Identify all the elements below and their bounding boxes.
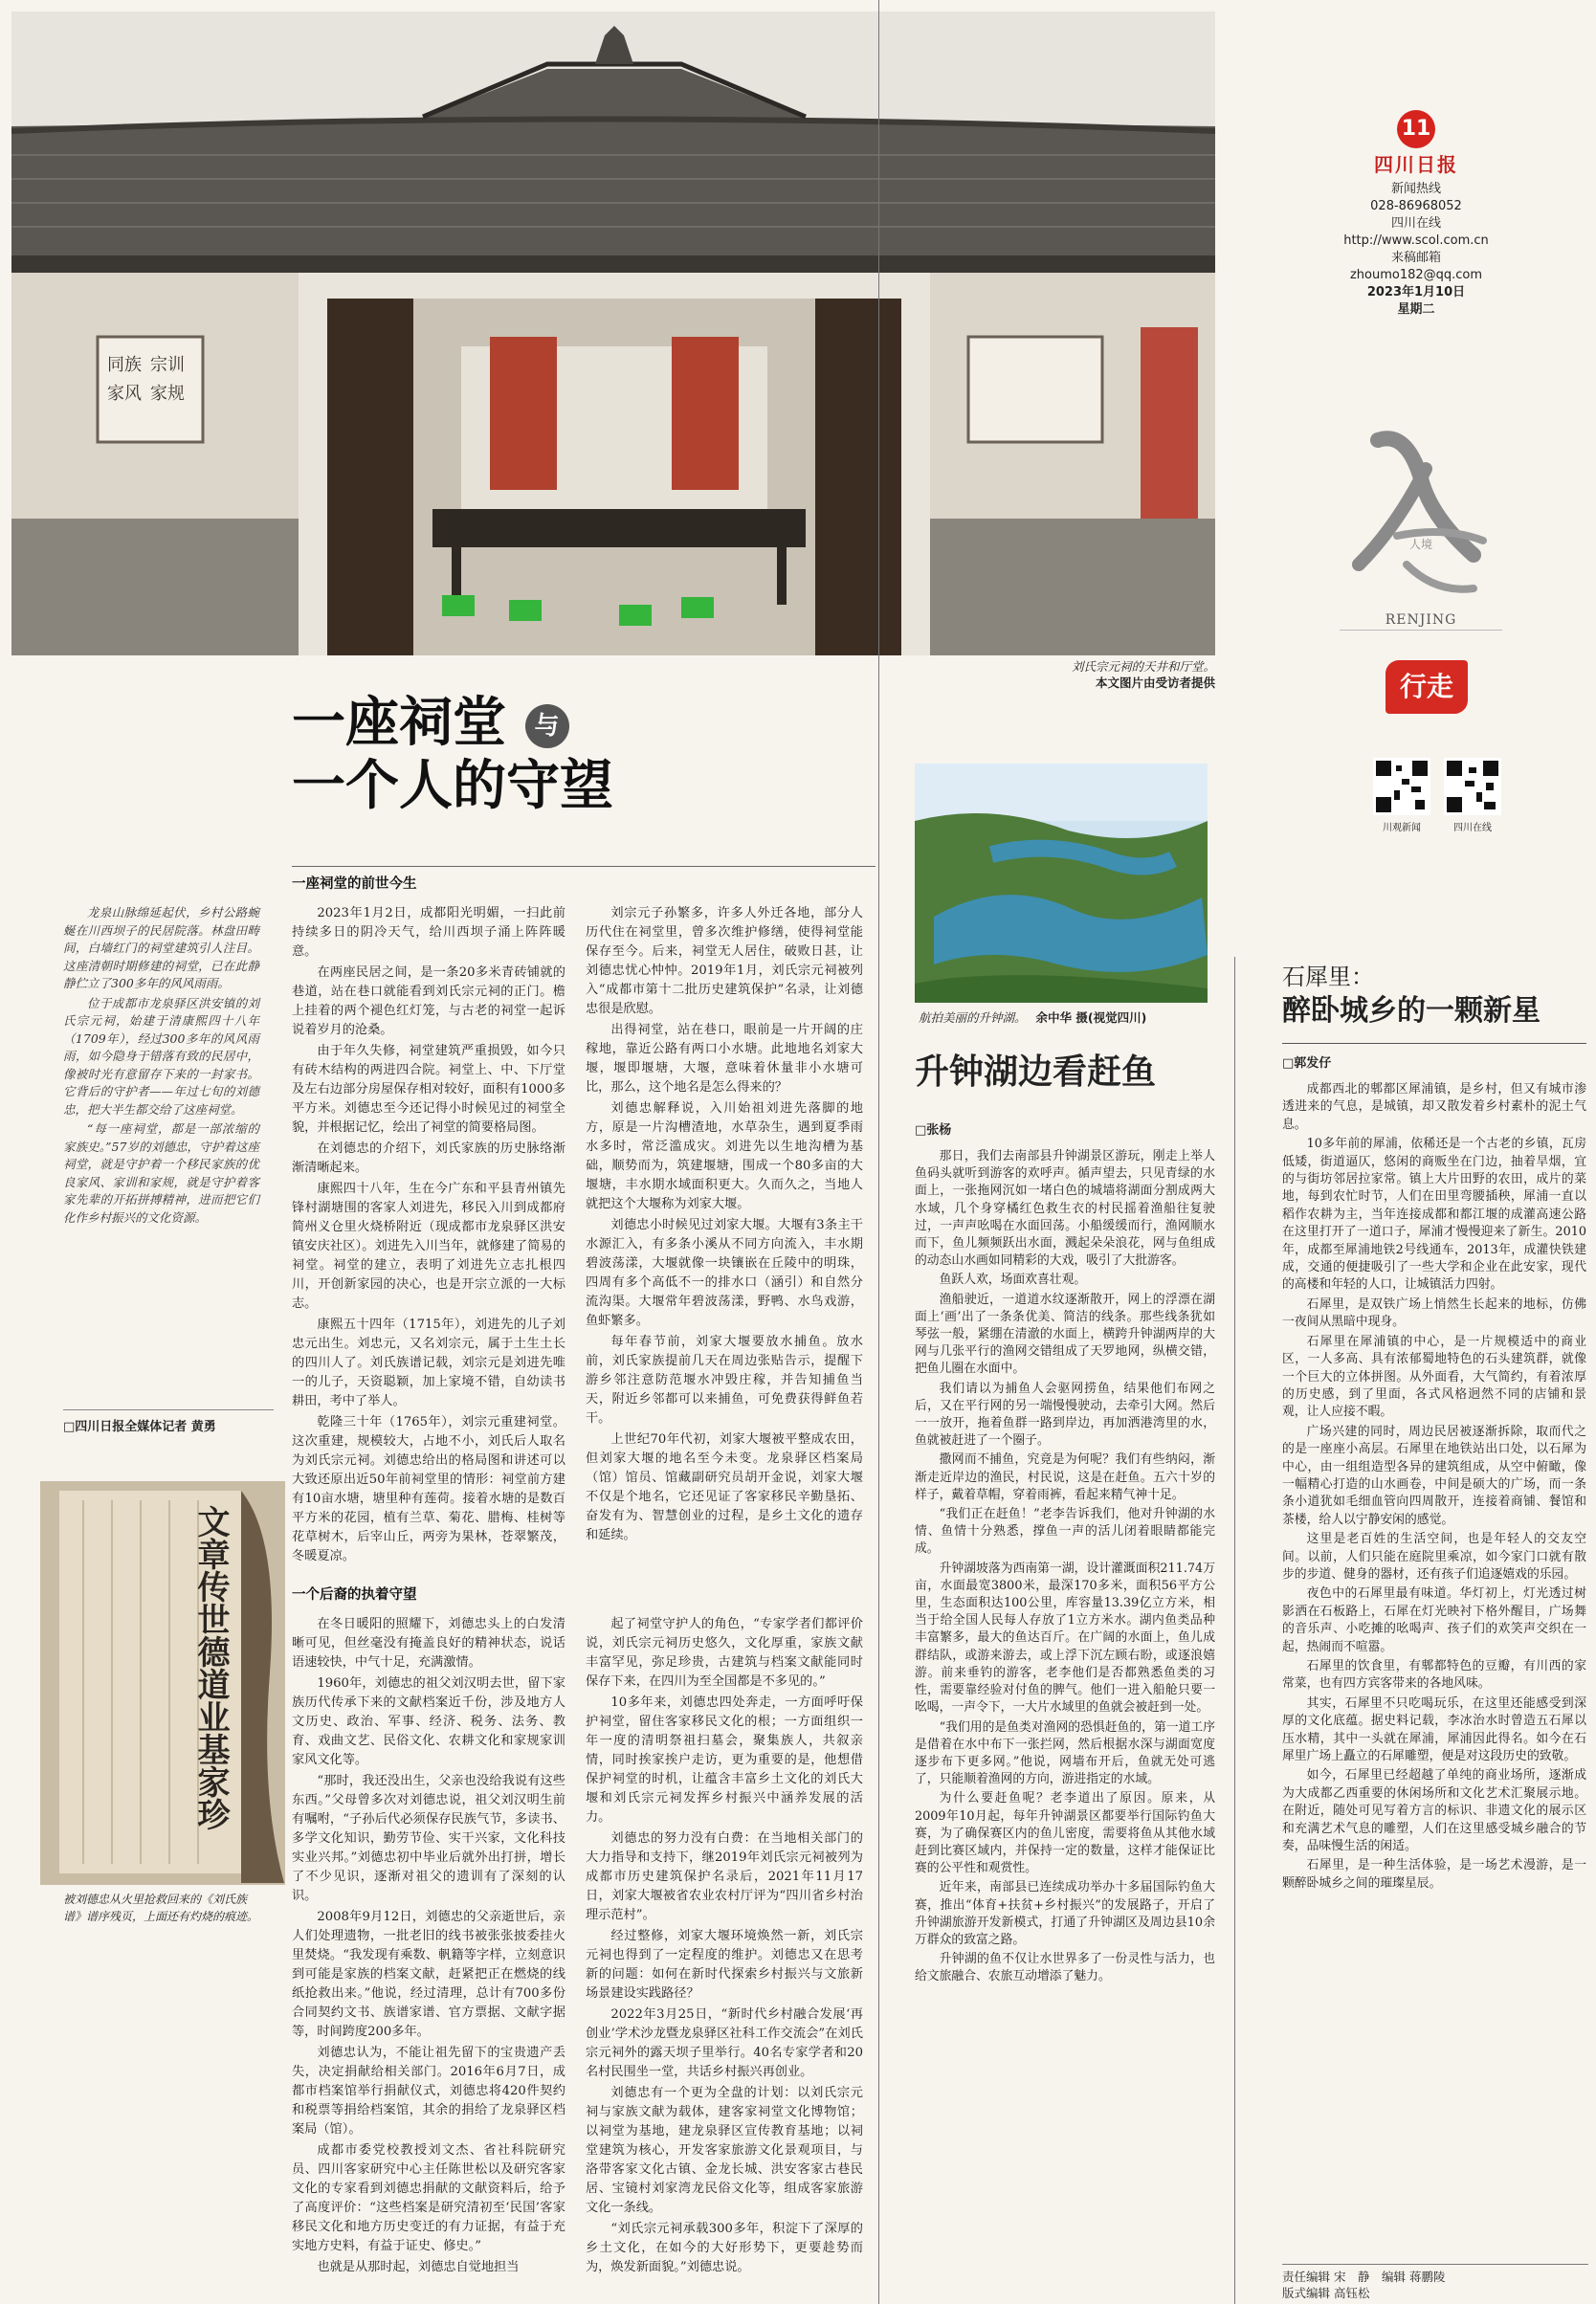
photo-credit: 本文图片由受访者提供 (1095, 676, 1215, 690)
section-pinyin: RENJING (1340, 612, 1502, 631)
issue-weekday: 星期二 (1397, 302, 1435, 317)
title-connector: 与 (525, 704, 569, 748)
paragraph: 石犀里，是一种生活体验，是一场艺术漫游，是一颗醉卧城乡之间的璀璨星辰。 (1282, 1858, 1586, 1891)
section-calligraphy (1340, 411, 1502, 603)
paragraph: 康熙四十八年，生在今广东和平县青州镇先锋村湖塘围的客家人刘进先，移民入川到成都府简州义仓里火烧桥附近（现成都市龙泉驿区洪安镇安庆社区）。刘进先入川当年，就修建了简易的祠堂。祠堂的建立，表明了刘进先立志扎根四川，开创新家园的决心，也是开宗立派的一大标志。 (292, 1182, 565, 1311)
paragraph: “刘氏宗元祠承载300多年，积淀下了深厚的乡土文化，在如今的大好形势下，更要趁势而为，焕发新面貌。”刘德忠说。 (586, 2222, 863, 2274)
svg-text:家风: 家风 (107, 384, 142, 404)
column-divider (878, 0, 879, 2304)
paragraph: “我们正在赶鱼！”老李告诉我们，他对升钟湖的水情、鱼情十分熟悉，撑鱼一声的活儿闭着眼睛都能完成。 (915, 1507, 1215, 1557)
photo-lake (915, 764, 1208, 1003)
paragraph: 近年来，南部县已连续成功举办十多届国际钓鱼大赛，推出“体育+扶贫+乡村振兴”的发展路子，开启了升钟湖旅游开发新模式，打通了升钟湖区及周边县10余万群众的致富之路。 (915, 1880, 1215, 1947)
paragraph: 刘宗元子孙繁多，许多人外迁各地，部分人历代住在祠堂里，曾多次维护修缮，使得祠堂能保存至今。后来，祠堂无人居住，破败日甚，让刘德忠忧心忡忡。2019年1月，刘氏宗元祠被列入“成都市第十二批历史建筑保护”名录，让刘德忠很是欣慰。 (586, 906, 863, 1016)
lead-paragraph: 龙泉山脉绵延起伏，乡村公路蜿蜒在川西坝子的民居院落。林盘田畴间，白墙红门的祠堂建筑引人注目。这座清朝时期修建的祠堂，已在此静静伫立了300多年的风风雨雨。 (63, 905, 259, 990)
qr2-label: 四川在线 (1453, 823, 1492, 833)
column-tag (1385, 660, 1468, 714)
title-line1: 一座祠堂 (292, 691, 506, 754)
paragraph: 1960年，刘德忠的祖父刘汉明去世，留下家族历代传承下来的文献档案近千份，涉及地方人文历史、政治、军事、经济、税务、法务、教育、戏曲文艺、民俗文化、农耕文化和家规家训家风文化等。 (292, 1676, 565, 1767)
qr-codes (1373, 758, 1526, 833)
paper-name: 四川日报 (1374, 153, 1458, 176)
paragraph: 康熙五十四年（1715年），刘进先的儿子刘忠元出生。刘忠元，又名刘宗元，属于土生土长的四川人了。刘氏族谱记载，刘宗元是刘进先唯一的儿子，天资聪颖，加上家境不错，自幼读书耕田，考中了举人。 (292, 1318, 565, 1408)
editor-line: 责任编辑 宋 静 编辑 蒋鹏陵 (1282, 2270, 1446, 2284)
paragraph: 那日，我们去南部县升钟湖景区游玩，刚走上举人鱼码头就听到游客的欢呼声。循声望去，只见青绿的水面上，一张拖网沉如一堵白色的城墙将湖面分割成两大水域，几个身穿橘红色救生衣的村民摇着渔船往复驶过，一声声吆喝在水面回荡。小船缓缓而行，渔网顺水而下，鱼儿频频跃出水面，溅起朵朵浪花，网与鱼组成的动态山水画如同精彩的大戏，吸引了大批游客。 (915, 1149, 1215, 1269)
paragraph: 升钟湖的鱼不仅让水世界多了一份灵性与活力，也给文旅融合、农旅互动增添了魅力。 (915, 1952, 1215, 1984)
article1-col2 (586, 904, 863, 1547)
caption-text: 刘氏宗元祠的天井和厅堂。 (1071, 659, 1215, 674)
editor-line: 版式编辑 高钰松 (1282, 2286, 1370, 2300)
paragraph: 我们请以为捕鱼人会驱网捞鱼，结果他们布网之后，又在平行网的另一端慢慢驶动，去牵引大网。然后一一放开，拖着鱼群一路到岸边，再加洒港湾里的水，鱼就被赶进了一个圈子。 (915, 1381, 1215, 1449)
paragraph: 这里是老百姓的生活空间，也是年轻人的交友空间。以前，人们只能在庭院里乘凉，如今家门口就有散步的步道、健身的器材，还有孩子们追逐嬉戏的乐园。 (1282, 1532, 1586, 1582)
column-tag-text: 行走 (1399, 671, 1453, 702)
paragraph: 石犀里的饮食里，有郫都特色的豆瓣，有川西的家常菜，也有四方宾客带来的各地风味。 (1282, 1659, 1586, 1692)
article3-headline: 醉卧城乡的一颗新星 (1282, 994, 1541, 1028)
section-heading: 一座祠堂的前世今生 (292, 876, 417, 892)
paragraph: 广场兴建的同时，周边民居被逐渐拆除，取而代之的是一座座小高层。石犀里在地铁站出口处，以石犀为中心，由一组组造型各异的建筑组成，从空中俯瞰，像一幅精心打造的山水画卷，中间是硕大的广场，而一条条小道犹如毛细血管向四周散开，连接着商铺、餐馆和茶楼，给人以宁静安闲的感觉。 (1282, 1424, 1586, 1527)
mail-label: 来稿邮箱 (1390, 251, 1441, 265)
document-calligraphy: 文章传世德道业基家珍 (191, 1505, 230, 1830)
article3-byline: □郭发仔 (1282, 1056, 1332, 1071)
page-number-badge: 11 (1397, 110, 1435, 148)
article2-byline: □张杨 (915, 1123, 952, 1138)
paragraph: 也就是从那时起，刘德忠自觉地担当 (317, 2260, 520, 2274)
section-name-cn: 人境 (1408, 538, 1432, 551)
paragraph: 升钟湖坡落为西南第一湖，设计灌溉面积211.74万亩，水面最宽3800米，最深170多米，面积56平方公里，生态面积达100公里，库容量13.39亿立方米，相当于给全国人民每人存放了1立方米水。湖内鱼类品种丰富繁多，最大的鱼达百斤。在广阔的水面上，鱼儿成群结队，或游来游去，或上浮下沉左顾右盼，或逐浪嬉游。前来垂钓的游客，老李他们是否都熟悉鱼类的习性，需要靠经验对付鱼的脾气。他们一进入船舱只要一吆喝，一声令下，一大片水域里的鱼就会被赶到一处。 (915, 1561, 1215, 1716)
paragraph: 刘德忠的努力没有白费：在当地相关部门的大力指导和支持下，继2019年刘氏宗元祠被列为成都市历史建筑保护名录后，2021年11月17日，刘家大堰被省农业农村厅评为“四川省乡村治理示范村”。 (586, 1831, 863, 1922)
article1-byline: □四川日报全媒体记者 黄勇 (63, 1409, 274, 1434)
paragraph: 经过整修，刘家大堰环境焕然一新，刘氏宗元祠也得到了一定程度的维护。刘德忠又在思考新的问题：如何在新时代探索乡村振兴与文旅新场景建设实践路径？ (586, 1929, 863, 2001)
lead-paragraph: 位于成都市龙泉驿区洪安镇的刘氏宗元祠，始建于清康熙四十八年（1709年），经过300多年的风风雨雨，如今隐身于错落有致的民居中，像被时光有意留存下来的一封家书。它背后的守护者——年过七旬的刘德忠，把大半生都交给了这座祠堂。 (63, 995, 259, 1117)
paragraph: 起了祠堂守护人的角色，“专家学者们都评价说，刘氏宗元祠历史悠久，文化厚重，家族文献丰富罕见，弥足珍贵，古建筑与档案文献能同时保存下来，在四川为至全国都是不多见的。” (586, 1617, 863, 1689)
lake-aerial-illustration (915, 764, 1208, 1003)
column-divider (1234, 957, 1235, 2304)
paragraph: 出得祠堂，站在巷口，眼前是一片开阔的庄稼地，靠近公路有两口小水塘。此地地名刘家大堰，堰即堰塘，大堰，意味着休量非小水塘可比，那么，这个地名是怎么得来的？ (586, 1023, 863, 1095)
photo-lake-caption (919, 1008, 1215, 1026)
article2-title: 升钟湖边看赶鱼 (915, 1052, 1157, 1092)
plaque-text: 同族 (107, 355, 142, 375)
article1-col3 (292, 1615, 565, 2279)
qr1-label: 川观新闻 (1383, 823, 1421, 833)
photo-ancestral-hall (11, 11, 1215, 655)
paragraph: 鱼跃人欢，场面欢喜壮观。 (939, 1273, 1087, 1288)
paragraph: 石犀里，是双铁广场上悄然生长起来的地标，仿佛一夜间从黑暗中现身。 (1282, 1296, 1586, 1330)
paragraph: 在刘德忠的介绍下，刘氏家族的历史脉络渐渐清晰起来。 (292, 1141, 565, 1175)
section-title (1340, 411, 1502, 603)
svg-text:宗训: 宗训 (150, 355, 185, 375)
paragraph: “那时，我还没出生，父亲也没给我说有这些东西。”父母曾多次对刘德忠说，祖父刘汉明生前有嘱咐，“子孙后代必须保存民族气节，多读书、多学文化知识，勤劳节俭、实干兴家，文化科技实业兴邦。”刘德忠初中毕业后就外出打拼，增长了不少见识，逐渐对祖父的遗训有了深刻的认识。 (292, 1774, 565, 1903)
paragraph: 由于年久失修，祠堂建筑严重损毁，如今只有砖木结构的两进四合院。祠堂上、中、下厅堂及左右边部分房屋保存相对较好，面积有1000多平方米。刘德忠至今还记得小时候见过的祠堂全貌，并根据记忆，绘出了祠堂的简要格局图。 (292, 1044, 565, 1135)
ancestral-hall-illustration (11, 11, 1215, 655)
paragraph: 2008年9月12日，刘德忠的父亲逝世后，亲人们处理遗物，一批老旧的线书被张张披委挂火里焚烧。“我发现有乘数、軓籍等字样，立刻意识到可能是家族的档案文献，赶紧把正在燃烧的线纸抢救出来。”他说，经过清理，总计有700多份合同契约文书、族谱家谱、官方票据、文献字据等，时间跨度200多年。 (292, 1910, 565, 2039)
photo-genealogy-document (40, 1481, 285, 1885)
photo-main-caption (842, 658, 1215, 691)
article1-col1 (292, 904, 565, 1568)
hotline-label: 新闻热线 (1390, 182, 1441, 196)
photo-credit: 余中华 摄(视觉四川) (1035, 1010, 1147, 1025)
paragraph: 2023年1月2日，成都阳光明媚，一扫此前持续多日的阴冷天气，给川西坝子涌上阵阵暖意。 (292, 906, 565, 959)
paragraph: 10多年来，刘德忠四处奔走，一方面呼吁保护祠堂，留住客家移民文化的根；一方面组织一年一度的清明祭祖扫墓会，聚集族人，共叙亲情，同时挨家挨户走访，更为重要的是，他想借保护祠堂的时机，让蕴含丰富乡土文化的刘氏大堰和刘氏宗元祠发挥乡村振兴中涵养发展的活力。 (586, 1695, 863, 1825)
article2-body (915, 1148, 1215, 1988)
photo-doc-caption: 被刘德忠从火里抢救回来的《刘氏族谱》谱序残页，上面还有灼烧的痕迹。 (63, 1893, 259, 1923)
article3-body (1282, 1081, 1586, 1894)
section-heading: 一个后裔的执着守望 (292, 1587, 417, 1603)
paragraph: 刘德忠解释说，入川始祖刘进先落脚的地方，原是一片沟槽渣地，水草杂生，遇到夏季雨水多时，常泛滥成灾。刘进先以生地沟槽为基础，顺势而为，筑建堰塘，围成一个80多亩的大堰塘，丰水期水域面积更大。久而久之，当地人就把这个大堰称为刘家大堰。 (586, 1101, 863, 1211)
article1-lead (63, 904, 259, 1229)
paragraph: 刘德忠小时候见过刘家大堰。大堰有3条主干水源汇入，有多条小溪从不同方向流入，丰水期碧波荡漾，大堰就像一块镶嵌在丘陵中的明珠，四周有多个高低不一的排水口（涵引）和自然分流沟渠。大堰常年碧波荡漾，野鸭、水鸟戏游，鱼虾繁多。 (586, 1218, 863, 1328)
paragraph: 夜色中的石犀里最有味道。华灯初上，灯光透过树影洒在石板路上，石犀在灯光映衬下格外醒目，广场舞的音乐声、小吃摊的吆喝声、孩子们的欢笑声交织在一起，热闹而不喧嚣。 (1282, 1586, 1586, 1654)
masthead (1273, 110, 1560, 319)
email-link[interactable]: zhoumo182@qq.com (1349, 268, 1483, 282)
paragraph: 为什么要赶鱼呢？老李道出了原因。原来，从2009年10月起，每年升钟湖景区都要举行国际钓鱼大赛，为了确保赛区内的鱼儿密度，需要将鱼从其他水域赶到比赛区域内，并保持一定的数量，这样才能保证比赛的公平性和观赏性。 (915, 1791, 1215, 1876)
website-link[interactable]: http://www.scol.com.cn (1343, 233, 1489, 248)
paragraph: 每年春节前，刘家大堰要放水捕鱼。放水前，刘氏家族提前几天在周边张贴告示，提醒下游乡邻注意防范堰水冲毁庄稼，并告知捕鱼当天，附近乡邻都可以来捕鱼，可免费获得鲜鱼若干。 (586, 1335, 863, 1426)
lead-paragraph: “每一座祠堂，都是一部浓缩的家族史。”57岁的刘德忠，守护着这座祠堂，就是守护着一个移民家族的优良家风、家训和家规，就是守护着客家先辈的开拓拼搏精神，进而把它们化作乡村振兴的文化资源。 (63, 1121, 259, 1225)
article1-title (292, 691, 866, 817)
paragraph: 在冬日暖阳的照耀下，刘德忠头上的白发清晰可见，但丝毫没有掩盖良好的精神状态，说话语速较快，中气十足，充满激情。 (292, 1617, 565, 1670)
qr-code-icon[interactable] (1444, 758, 1501, 815)
qr-code-icon[interactable] (1373, 758, 1430, 815)
paragraph: 成都市委党校教授刘文杰、省社科院研究员、四川客家研究中心主任陈世松以及研究客家文化的专家看到刘德忠捐献的文献资料后，给予了高度评价：“这些档案是研究清初至‘民国’客家移民文化和地方历史变迁的有力证据，有益于充实地方史料，有益于证史、修史。” (292, 2143, 565, 2253)
paragraph: 上世纪70年代初，刘家大堰被平整成农田，但刘家大堰的地名至今未变。龙泉驿区档案局（馆）馆员、馆藏副研究员胡开金说，刘家大堰不仅是个地名，它还见证了客家移民辛勤垦拓、奋发有为、智慧创业的过程，是乡土文化的遗存和延续。 (586, 1432, 863, 1542)
hotline-number: 028-86968052 (1370, 199, 1462, 213)
issue-date: 2023年1月10日 (1366, 285, 1466, 299)
article3-kicker: 石犀里： (1282, 964, 1374, 990)
paragraph: 其实，石犀里不只吃喝玩乐，在这里还能感受到深厚的文化底蕴。据史料记载，李冰治水时曾造五石犀以压水精，其中一头就在犀浦，犀浦因此得名。如今在石犀里广场上矗立的石犀雕塑，便是对这段历史的致敬。 (1282, 1695, 1586, 1764)
title-line2: 一个人的守望 (292, 754, 613, 817)
paragraph: “我们用的是鱼类对渔网的恐惧赶鱼的，第一道工序是借着在水中布下一张拦网，然后根据水深与湖面宽度逐步布下更多网。”他说，网墙布开后，鱼就无处可逃了，只能顺着渔网的方向，游进指定的水域。 (915, 1719, 1215, 1787)
paragraph: 在两座民居之间，是一条20多米青砖铺就的巷道，站在巷口就能看到刘氏宗元祠的正门。檐上挂着的两个褪色红灯笼，与古老的祠堂一起诉说着岁月的沧桑。 (292, 965, 565, 1037)
article1-title-rule (292, 866, 876, 867)
svg-text:家规: 家规 (150, 384, 185, 404)
paragraph: 渔船驶近，一道道水纹逐渐散开，网上的浮漂在湖面上‘画’出了一条条优美、简洁的线条。那些线条犹如琴弦一般，紧绷在清澈的水面上，横跨升钟湖两岸的大网与几张平行的渔网交错组成了天罗地网，纵横交错，把鱼儿圈在水面中。 (915, 1292, 1215, 1377)
article3-title (1282, 962, 1588, 1030)
paragraph: 10多年前的犀浦，依稀还是一个古老的乡镇，瓦房低矮，街道逼仄，悠闲的商贩坐在门边，抽着旱烟，宜的与街坊邻居拉家常。镇上大片田野的农田，成片的菜地，每到农忙时节，人们在田里弯腰插秧，犀浦一直以稻作农耕为主，当年连接成都和都江堰的成灌高速公路在这里打开了一道口子，犀浦才慢慢迎来了新生。2010年，成都至犀浦地铁2号线通车，2013年，成灌快铁建成，交通的便捷吸引了一些大学和企业在此安家，现代的高楼和年轻的人口，让城镇活力四射。 (1282, 1137, 1586, 1293)
paragraph: 成都西北的郫都区犀浦镇，是乡村，但又有城市渗透进来的气息，是城镇，却又散发着乡村素朴的泥土气息。 (1282, 1082, 1586, 1132)
paragraph: 刘德忠有一个更为全盘的计划：以刘氏宗元祠与家族文献为载体，建客家祠堂文化博物馆；以祠堂为基地，建龙泉驿区宣传教育基地；以祠堂建筑为核心，开发客家旅游文化景观项目，与洛带客家文化古镇、金龙长城、洪安客家古巷民居、宝镜村刘家湾龙民俗文化等，组成客家旅游文化一条线。 (586, 2086, 863, 2215)
paragraph: 如今，石犀里已经超越了单纯的商业场所，逐渐成为大成都乙西重要的休闲场所和文化艺术汇聚展示地。在附近，随处可见写着方言的标识、非遗文化的展示区和充满艺术气息的雕塑，人们在这里感受城乡融合的节奏，品味慢生活的闲适。 (1282, 1768, 1586, 1854)
caption-text: 航拍美丽的升钟湖。 (919, 1010, 1027, 1025)
online-label: 四川在线 (1390, 216, 1441, 231)
paragraph: 乾隆三十年（1765年），刘宗元重建祠堂。这次重建，规模较大，占地不小，刘氏后人取名为刘氏宗元祠。刘德忠给出的格局图和讲述可以大致还原出近50年前祠堂里的情形：祠堂前方建有10亩水塘，塘里种有莲荷。接着水塘的是数百平方米的花园，植有兰草、菊花、腊梅、桂树等花草树木，后宰山丘，两旁为果林，苍翠繁茂，冬暖夏凉。 (292, 1415, 565, 1563)
editor-credits (1282, 2264, 1588, 2301)
paragraph: 刘德忠认为，不能让祖先留下的宝贵遗产丢失，决定捐献给相关部门。2016年6月7日，成都市档案馆举行捐献仪式，刘德忠将420件契约和税票等捐给档案馆，其余的捐给了龙泉驿区档案局（馆）。 (292, 2046, 565, 2137)
article3-title-rule (1282, 1043, 1586, 1044)
paragraph: 撒网而不捕鱼，究竟是为何呢？我们有些纳闷，渐渐走近岸边的渔民，村民说，这是在赶鱼。五六十岁的样子，戴着草帽，穿着雨裤，看起来精气神十足。 (915, 1452, 1215, 1502)
paragraph: 石犀里在犀浦镇的中心，是一片规模适中的商业区，一人多高、具有浓郁蜀地特色的石头建筑群，就像一个巨大的立体拼图。从外面看，大气简约，有着浓厚的历史感，到了里面，各式风格迥然不同的店铺和景观，让人应接不暇。 (1282, 1334, 1586, 1420)
paragraph: 2022年3月25日，“新时代乡村融合发展‘再创业’学术沙龙暨龙泉驿区社科工作交流会”在刘氏宗元祠外的露天坝子里举行。40名专家学者和20名村民围坐一堂，共话乡村振兴再创业。 (586, 2007, 863, 2079)
article1-col4 (586, 1615, 863, 2279)
